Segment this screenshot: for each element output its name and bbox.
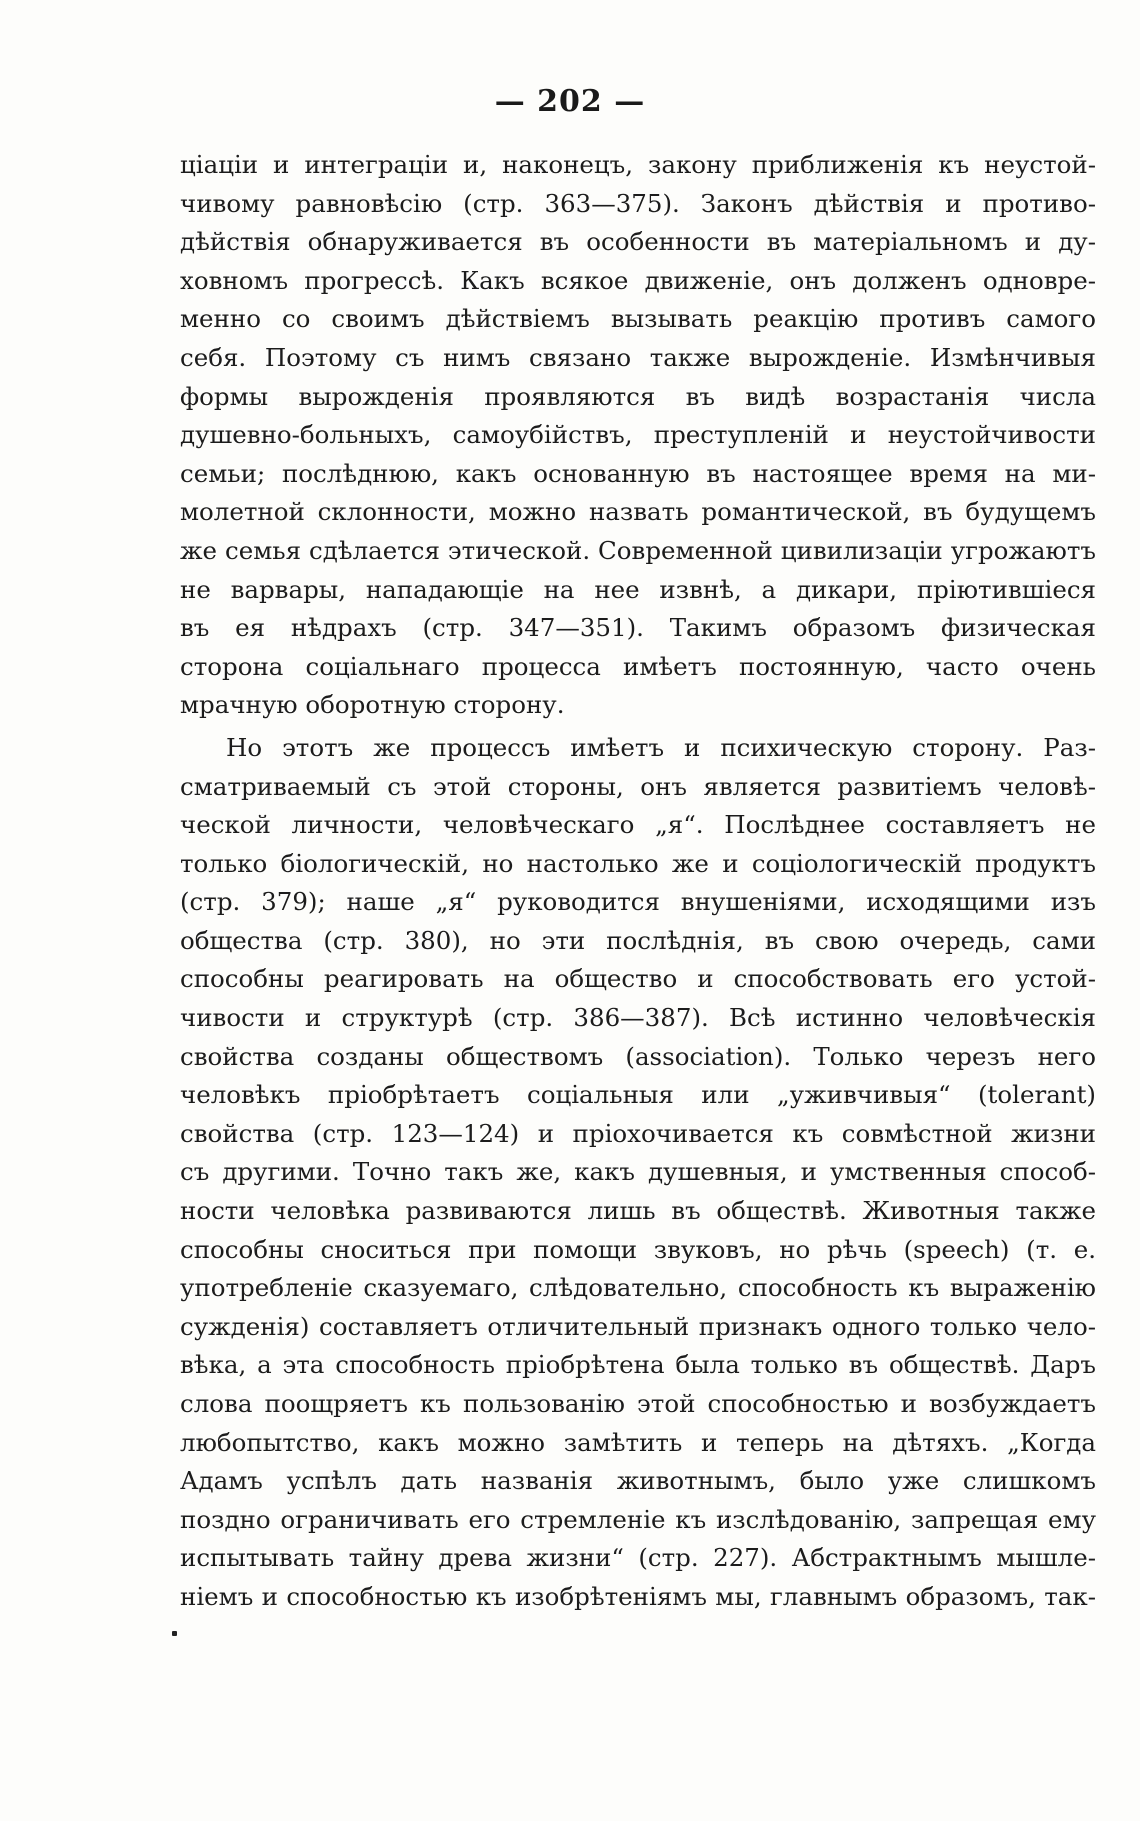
text-line: же семья сдѣлается этической. Современной цивилизаціи угрожаютъ	[180, 535, 1096, 565]
text-line: способны реагировать на общество и способствовать его устой-	[180, 964, 1096, 994]
text-line: испытывать тайну древа жизни“ (стр. 227). Абстрактнымъ мышле-	[180, 1543, 1096, 1573]
text-line: ческой личности, человѣческаго „я“. Послѣднее составляетъ не	[180, 810, 1096, 840]
text-line: сторона соціальнаго процесса имѣетъ постоянную, часто очень	[180, 651, 1096, 681]
paragraph	[180, 729, 1096, 1617]
text-line: слова поощряетъ къ пользованію этой способностью и возбуждаетъ	[180, 1389, 1096, 1418]
text-line: только біологическій, но настолько же и соціологическій продуктъ	[180, 848, 1096, 878]
text-line: менно со своимъ дѣйствіемъ вызывать реакцію противъ самого	[180, 304, 1096, 334]
text-line: употребленіе сказуемаго, слѣдовательно, способность къ выраженію	[180, 1273, 1096, 1303]
text-line: Адамъ успѣлъ дать названія животнымъ, было уже слишкомъ	[180, 1466, 1096, 1496]
text-line: ціаціи и интеграціи и, наконецъ, закону приближенія къ неустой-	[180, 150, 1096, 179]
text-line: въ ея нѣдрахъ (стр. 347—351). Такимъ образомъ физическая	[180, 613, 1096, 643]
paragraph	[180, 146, 1096, 725]
text-line: формы вырожденія проявляются въ видѣ возрастанія числа	[180, 381, 1096, 411]
text-line: вѣка, а эта способность пріобрѣтена была только въ обществѣ. Даръ	[180, 1350, 1096, 1380]
body-text	[180, 146, 1096, 1617]
text-line: свойства (стр. 123—124) и пріохочивается къ совмѣстной жизни	[180, 1118, 1096, 1148]
text-line: ніемъ и способностью къ изобрѣтеніямъ мы, главнымъ образомъ, так-	[180, 1581, 1096, 1611]
text-line: ности человѣка развиваются лишь въ обществѣ. Животныя также	[180, 1196, 1096, 1226]
text-line: себя. Поэтому съ нимъ связано также вырожденіе. Измѣнчивыя	[180, 342, 1096, 372]
text-line: любопытство, какъ можно замѣтить и теперь на дѣтяхъ. „Когда	[180, 1427, 1096, 1457]
text-line: не варвары, нападающіе на нее извнѣ, а дикари, пріютившіеся	[180, 574, 1096, 604]
text-line: (стр. 379); наше „я“ руководится внушеніями, исходящими изъ	[180, 887, 1096, 917]
text-line: человѣкъ пріобрѣтаетъ соціальныя или „уживчивыя“ (tolerant)	[180, 1080, 1096, 1110]
text-line: сужденія) составляетъ отличительный признакъ одного только чело-	[180, 1311, 1096, 1341]
text-line: сматриваемый съ этой стороны, онъ является развитіемъ человѣ-	[180, 771, 1096, 801]
text-line: общества (стр. 380), но эти послѣднія, въ свою очередь, сами	[180, 925, 1096, 955]
text-line: душевно-больныхъ, самоубійствъ, преступленій и неустойчивости	[180, 420, 1096, 450]
text-line: семьи; послѣднюю, какъ основанную въ настоящее время на ми-	[180, 458, 1096, 488]
text-line: поздно ограничивать его стремленіе къ изслѣдованію, запрещая ему	[180, 1504, 1096, 1534]
text-line: чивому равновѣсію (стр. 363—375). Законъ дѣйствія и противо-	[180, 188, 1096, 218]
text-line: дѣйствія обнаруживается въ особенности въ матеріальномъ и ду-	[180, 227, 1096, 257]
text-line: способны сноситься при помощи звуковъ, но рѣчь (speech) (т. е.	[180, 1234, 1096, 1264]
text-line: Но этотъ же процессъ имѣетъ и психическую сторону. Раз-	[226, 732, 1096, 762]
text-line: чивости и структурѣ (стр. 386—387). Всѣ истинно человѣческія	[180, 1003, 1096, 1033]
text-line: мрачную оборотную сторону.	[180, 690, 565, 720]
text-line: свойства созданы обществомъ (association). Только черезъ него	[180, 1041, 1096, 1071]
text-line: съ другими. Точно такъ же, какъ душевныя, и умственныя способ-	[180, 1157, 1096, 1187]
footer-mark	[172, 1631, 177, 1636]
text-line: молетной склонности, можно назвать романтической, въ будущемъ	[180, 497, 1096, 527]
text-line: ховномъ прогрессѣ. Какъ всякое движеніе, онъ долженъ одновре-	[180, 265, 1096, 295]
page-number: — 202 —	[494, 84, 646, 119]
